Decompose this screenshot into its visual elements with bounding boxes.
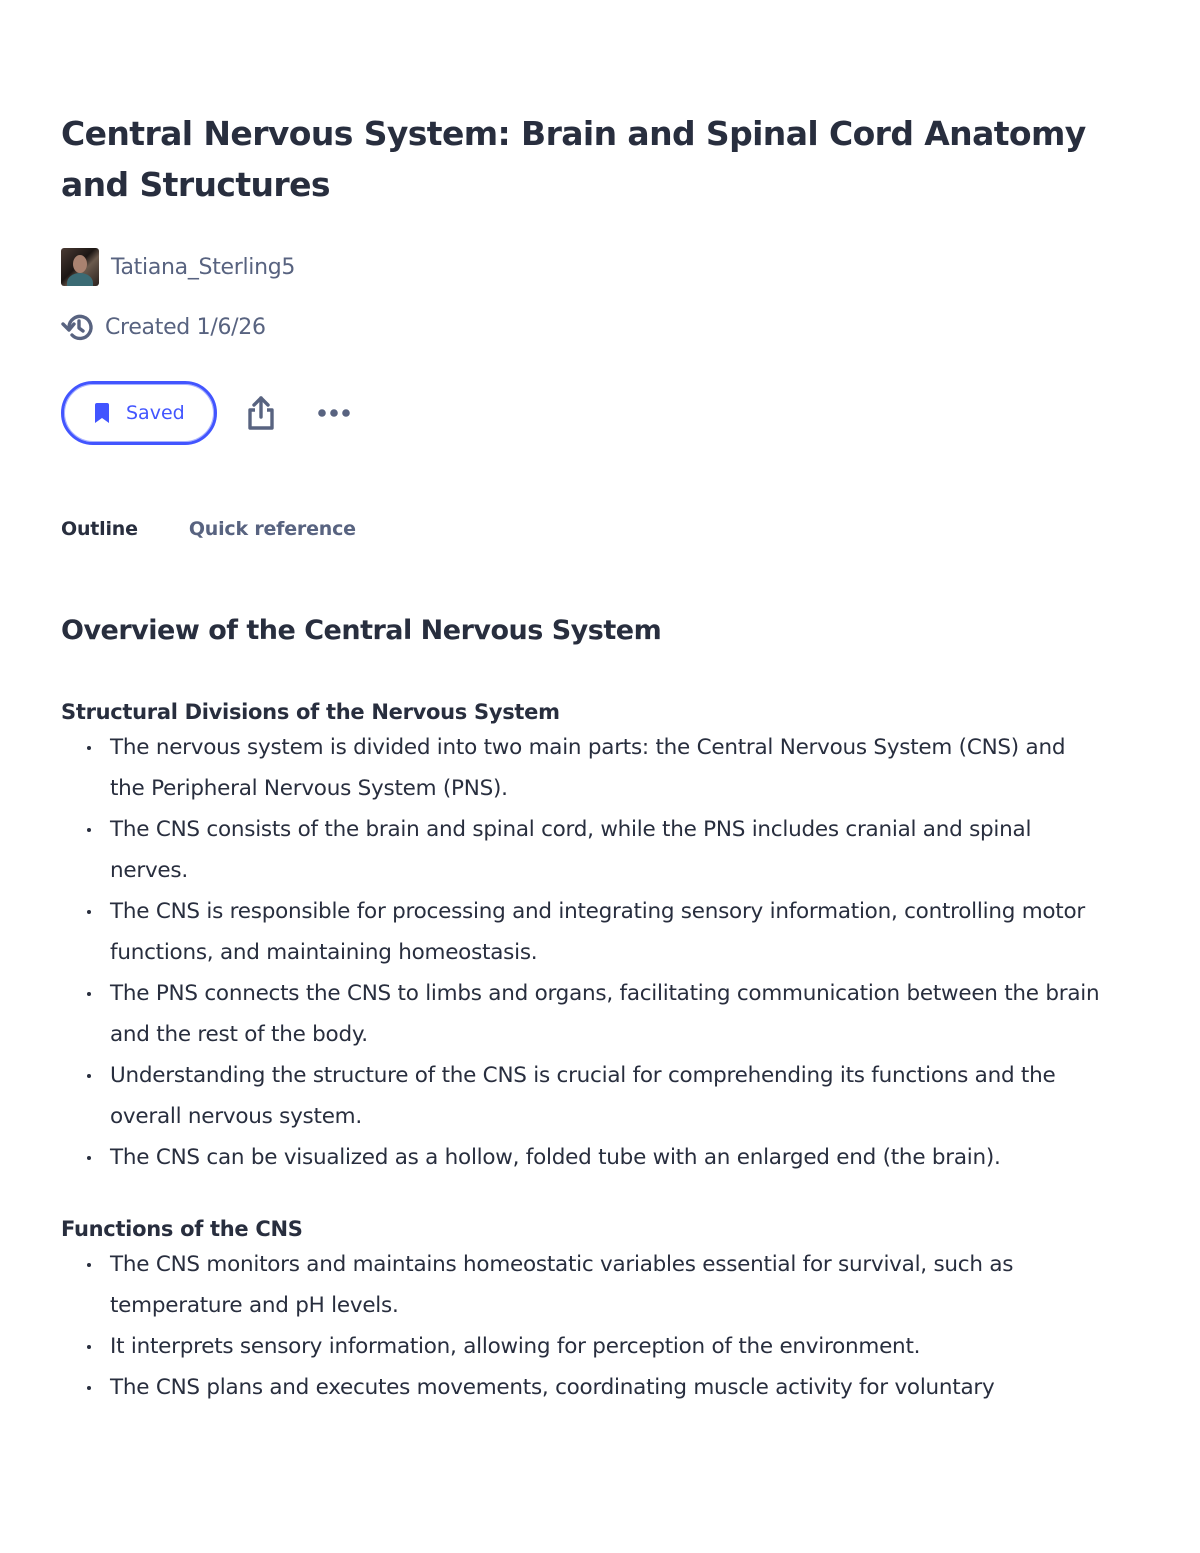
list-item-text: The nervous system is divided into two main parts: the Central Nervous System (CNS) and the Peripheral Nervous System (PNS).: [110, 735, 1066, 801]
list-item: [61, 809, 1101, 891]
bookmark-icon: [94, 403, 110, 423]
list-item-text: The CNS plans and executes movements, coordinating muscle activity for voluntary: [110, 1375, 995, 1400]
saved-button[interactable]: [61, 381, 217, 445]
bullet-dot: [87, 992, 91, 996]
author-name[interactable]: Tatiana_Sterling5: [111, 254, 296, 280]
list-item-text: The CNS monitors and maintains homeostatic variables essential for survival, such as temperature and pH levels.: [110, 1252, 1014, 1318]
list-item-text: It interprets sensory information, allowing for perception of the environment.: [110, 1334, 921, 1359]
share-button[interactable]: [244, 393, 278, 433]
list-item: [61, 973, 1101, 1055]
more-options-button[interactable]: [316, 393, 352, 433]
tab-quick-reference[interactable]: Quick reference: [188, 518, 356, 540]
subsection-heading: Structural Divisions of the Nervous System: [61, 700, 560, 724]
list-item-text: The CNS is responsible for processing and integrating sensory information, controlling motor functions, and maintaining homeostasis.: [110, 899, 1085, 965]
share-icon: [246, 395, 276, 431]
bullet-list: [61, 1244, 1101, 1408]
subsection-heading: Functions of the CNS: [61, 1217, 303, 1241]
bullet-dot: [87, 1345, 91, 1349]
bullet-dot: [87, 1156, 91, 1160]
list-item: [61, 1244, 1101, 1326]
created-date: Created 1/6/26: [105, 314, 266, 340]
list-item-text: Understanding the structure of the CNS is crucial for comprehending its functions and the overall nervous system.: [110, 1063, 1056, 1129]
list-item-text: The PNS connects the CNS to limbs and organs, facilitating communication between the brain and the rest of the body.: [110, 981, 1100, 1047]
bullet-list: [61, 727, 1101, 1178]
user-avatar[interactable]: [61, 248, 99, 286]
created-row: [61, 311, 1140, 343]
action-bar: [61, 381, 1140, 445]
page-title: Central Nervous System: Brain and Spinal Cord Anatomy and Structures: [61, 114, 1086, 204]
list-item: [61, 891, 1101, 973]
bullet-dot: [87, 1263, 91, 1267]
bullet-dot: [87, 1386, 91, 1390]
author-row[interactable]: [61, 247, 1140, 287]
bullet-dot: [87, 910, 91, 914]
list-item: [61, 1137, 1101, 1178]
bullet-dot: [87, 1074, 91, 1078]
avatar-shoulders: [67, 273, 93, 286]
saved-label: Saved: [126, 402, 185, 424]
section-heading: Overview of the Central Nervous System: [61, 615, 662, 646]
list-item-text: The CNS can be visualized as a hollow, folded tube with an enlarged end (the brain).: [110, 1145, 1001, 1170]
list-item: [61, 1367, 1101, 1408]
bullet-dot: [87, 746, 91, 750]
bullet-dot: [87, 828, 91, 832]
history-clock-icon: [61, 311, 95, 343]
tab-bar: [61, 514, 1140, 544]
tab-outline[interactable]: Outline: [61, 518, 138, 540]
list-item: [61, 1326, 1101, 1367]
list-item: [61, 1055, 1101, 1137]
more-options-icon: [317, 408, 351, 418]
list-item-text: The CNS consists of the brain and spinal cord, while the PNS includes cranial and spinal nerves.: [110, 817, 1032, 883]
avatar-face: [73, 255, 87, 273]
list-item: [61, 727, 1101, 809]
